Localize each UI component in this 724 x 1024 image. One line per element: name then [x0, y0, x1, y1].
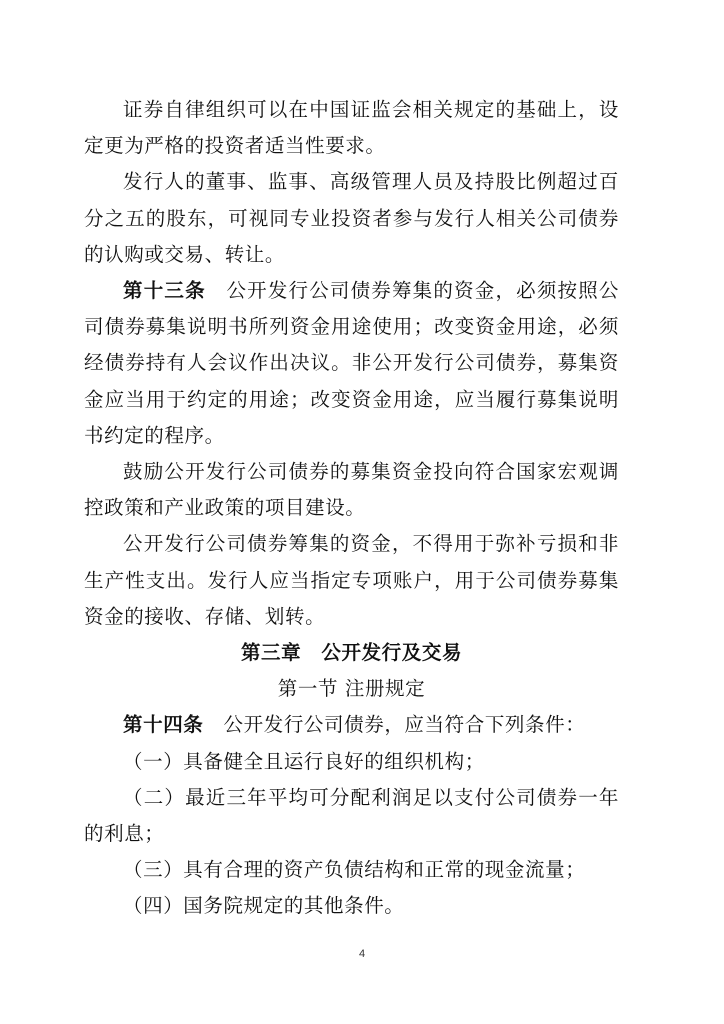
- article-13-text: 公开发行公司债券筹集的资金，必须按照公司债券募集说明书所列资金用途使用；改变资金用途，必须经债券持有人会议作出决议。非公开发行公司债券，募集资金应当用于约定的用途；改变资金用途，应当履行募集说明书约定的程序。: [84, 279, 619, 447]
- condition-item: （二）最近三年平均可分配利润足以支付公司债券一年的利息；: [84, 785, 619, 846]
- paragraph-fund-usage: [84, 526, 619, 635]
- article-13: [84, 273, 619, 454]
- article-14: [84, 707, 619, 743]
- paragraph-text: 公开发行公司债券筹集的资金，不得用于弥补亏损和非生产性支出。发行人应当指定专项账户，用于公司债券募集资金的接收、存储、划转。: [84, 532, 619, 628]
- paragraph-text: 证券自律组织可以在中国证监会相关规定的基础上，设定更为严格的投资者适当性要求。: [84, 98, 619, 158]
- article-14-heading: 第十四条: [123, 713, 204, 737]
- paragraph-encourage: [84, 454, 619, 526]
- condition-item: （一）具备健全且运行良好的组织机构；: [123, 749, 485, 773]
- paragraph-self-regulatory: [84, 92, 619, 164]
- article-spacer: [203, 713, 223, 736]
- article-14-text: 公开发行公司债券，应当符合下列条件：: [223, 713, 586, 737]
- article-spacer: [206, 279, 227, 302]
- paragraph-text: 发行人的董事、监事、高级管理人员及持股比例超过百分之五的股东，可视同专业投资者参与发行人相关公司债券的认购或交易、转让。: [84, 170, 619, 266]
- page-number: 4: [358, 948, 366, 960]
- paragraph-text: 鼓励公开发行公司债券的募集资金投向符合国家宏观调控政策和产业政策的项目建设。: [84, 460, 619, 520]
- document-body: [84, 92, 619, 925]
- paragraph-insiders: [84, 164, 619, 273]
- condition-item: （四）国务院规定的其他条件。: [123, 894, 405, 918]
- chapter-title: 第三章 公开发行及交易: [240, 641, 463, 665]
- section-title: 第一节 注册规定: [277, 677, 426, 701]
- condition-item: （三）具有合理的资产负债结构和正常的现金流量；: [123, 858, 586, 882]
- article-13-heading: 第十三条: [123, 279, 206, 303]
